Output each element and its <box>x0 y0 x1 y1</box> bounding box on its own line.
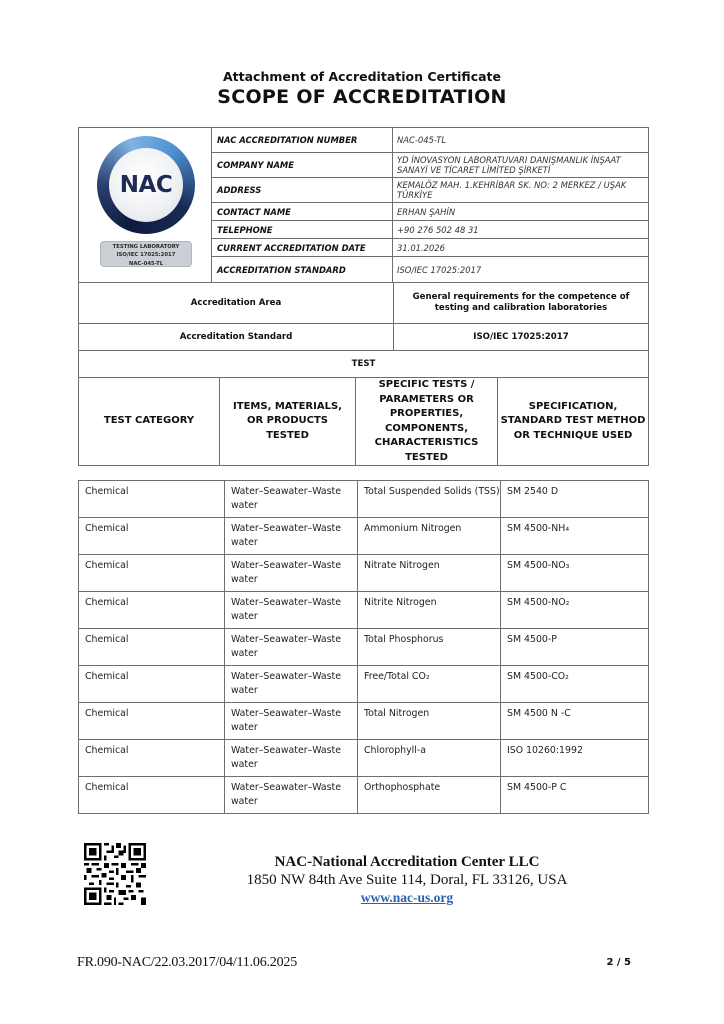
logo-inner <box>109 148 183 222</box>
website-link[interactable]: www.nac-us.org <box>360 890 454 905</box>
standard-label: Accreditation Standard <box>79 324 394 351</box>
cell-category: Chemical <box>79 629 225 666</box>
area-label: Accreditation Area <box>79 283 394 324</box>
cell-items: Water–Seawater–Waste water <box>225 481 358 518</box>
cell-test: Nitrite Nitrogen <box>358 592 501 629</box>
table-row <box>79 666 649 703</box>
info-label: NAC ACCREDITATION NUMBER <box>212 128 393 153</box>
info-label: CONTACT NAME <box>212 203 393 221</box>
cell-items: Water–Seawater–Waste water <box>225 740 358 777</box>
column-header-specific-tests: SPECIFIC TESTS / PARAMETERS OR PROPERTIES, COMPONENTS, CHARACTERISTICS TESTED <box>356 378 498 466</box>
cell-method: SM 4500-P <box>501 629 649 666</box>
org-name: NAC-National Accreditation Center LLC <box>274 854 540 870</box>
footer-organization <box>0 854 724 907</box>
cell-method: SM 4500 N -C <box>501 703 649 740</box>
table-row <box>79 703 649 740</box>
info-value: ISO/IEC 17025:2017 <box>393 257 649 283</box>
cell-items: Water–Seawater–Waste water <box>225 629 358 666</box>
area-row <box>79 283 649 324</box>
scope-data-table <box>78 480 649 814</box>
cell-test: Ammonium Nitrogen <box>358 518 501 555</box>
cell-test: Free/Total CO₂ <box>358 666 501 703</box>
cell-method: SM 4500-CO₂ <box>501 666 649 703</box>
cell-category: Chemical <box>79 777 225 814</box>
cell-items: Water–Seawater–Waste water <box>225 518 358 555</box>
document-subtitle: Attachment of Accreditation Certificate <box>223 69 501 84</box>
scope-columns-header <box>78 377 649 466</box>
logo-text: NAC <box>119 172 173 198</box>
cell-category: Chemical <box>79 666 225 703</box>
cell-method: SM 4500-NO₃ <box>501 555 649 592</box>
cell-test: Orthophosphate <box>358 777 501 814</box>
cell-method: SM 2540 D <box>501 481 649 518</box>
info-label: TELEPHONE <box>212 221 393 239</box>
standard-row <box>79 324 649 351</box>
cell-items: Water–Seawater–Waste water <box>225 777 358 814</box>
accreditation-info-table <box>78 127 649 283</box>
info-value: ERHAN ŞAHİN <box>393 203 649 221</box>
table-row <box>79 740 649 777</box>
badge-line: NAC-045-TL <box>128 260 164 267</box>
info-value: NAC-045-TL <box>393 128 649 153</box>
column-header-method: SPECIFICATION, STANDARD TEST METHOD OR TECHNIQUE USED <box>498 378 649 466</box>
info-label: ADDRESS <box>212 178 393 203</box>
cell-test: Total Suspended Solids (TSS) <box>358 481 501 518</box>
document-title: SCOPE OF ACCREDITATION <box>217 86 507 108</box>
cell-items: Water–Seawater–Waste water <box>225 592 358 629</box>
org-address: 1850 NW 84th Ave Suite 114, Doral, FL 33126, USA <box>246 872 568 888</box>
table-row <box>79 518 649 555</box>
accreditation-area-table <box>78 282 649 378</box>
nac-logo <box>79 128 213 278</box>
info-label: COMPANY NAME <box>212 153 393 178</box>
table-row <box>79 777 649 814</box>
cell-items: Water–Seawater–Waste water <box>225 666 358 703</box>
table-row <box>79 629 649 666</box>
column-header-items: ITEMS, MATERIALS, OR PRODUCTS TESTED <box>220 378 356 466</box>
logo-cell <box>79 128 212 283</box>
table-row <box>79 555 649 592</box>
cell-items: Water–Seawater–Waste water <box>225 555 358 592</box>
column-header-test-category: TEST CATEGORY <box>79 378 220 466</box>
form-code: FR.090-NAC/22.03.2017/04/11.06.2025 <box>77 955 297 970</box>
badge-line: TESTING LABORATORY <box>112 244 180 250</box>
cell-test: Total Phosphorus <box>358 629 501 666</box>
cell-category: Chemical <box>79 518 225 555</box>
logo-badge <box>100 241 192 267</box>
cell-test: Total Nitrogen <box>358 703 501 740</box>
info-value: +90 276 502 48 31 <box>393 221 649 239</box>
cell-method: SM 4500-P C <box>501 777 649 814</box>
cell-test: Chlorophyll-a <box>358 740 501 777</box>
section-row <box>79 351 649 378</box>
cell-test: Nitrate Nitrogen <box>358 555 501 592</box>
cell-method: SM 4500-NH₄ <box>501 518 649 555</box>
info-row <box>79 128 649 153</box>
standard-value: ISO/IEC 17025:2017 <box>394 324 649 351</box>
info-label: CURRENT ACCREDITATION DATE <box>212 239 393 257</box>
info-label: ACCREDITATION STANDARD <box>212 257 393 283</box>
page-number: 2 / 5 <box>606 957 631 968</box>
cell-method: ISO 10260:1992 <box>501 740 649 777</box>
section-title: TEST <box>79 351 649 378</box>
cell-category: Chemical <box>79 481 225 518</box>
cell-items: Water–Seawater–Waste water <box>225 703 358 740</box>
info-value: 31.01.2026 <box>393 239 649 257</box>
cell-category: Chemical <box>79 592 225 629</box>
cell-category: Chemical <box>79 740 225 777</box>
info-value: KEMALÖZ MAH. 1.KEHRİBAR SK. NO: 2 MERKEZ / UŞAK TÜRKİYE <box>393 178 649 203</box>
cell-category: Chemical <box>79 555 225 592</box>
area-value: General requirements for the competence of testing and calibration laboratories <box>394 283 649 324</box>
cell-category: Chemical <box>79 703 225 740</box>
table-row <box>79 592 649 629</box>
table-row <box>79 481 649 518</box>
cell-method: SM 4500-NO₂ <box>501 592 649 629</box>
info-value: YD İNOVASYON LABORATUVARI DANIŞMANLIK İNŞAAT SANAYİ VE TİCARET LİMİTED ŞİRKETİ <box>393 153 649 178</box>
column-header-row <box>79 378 649 466</box>
badge-line: ISO/IEC 17025:2017 <box>116 252 176 259</box>
